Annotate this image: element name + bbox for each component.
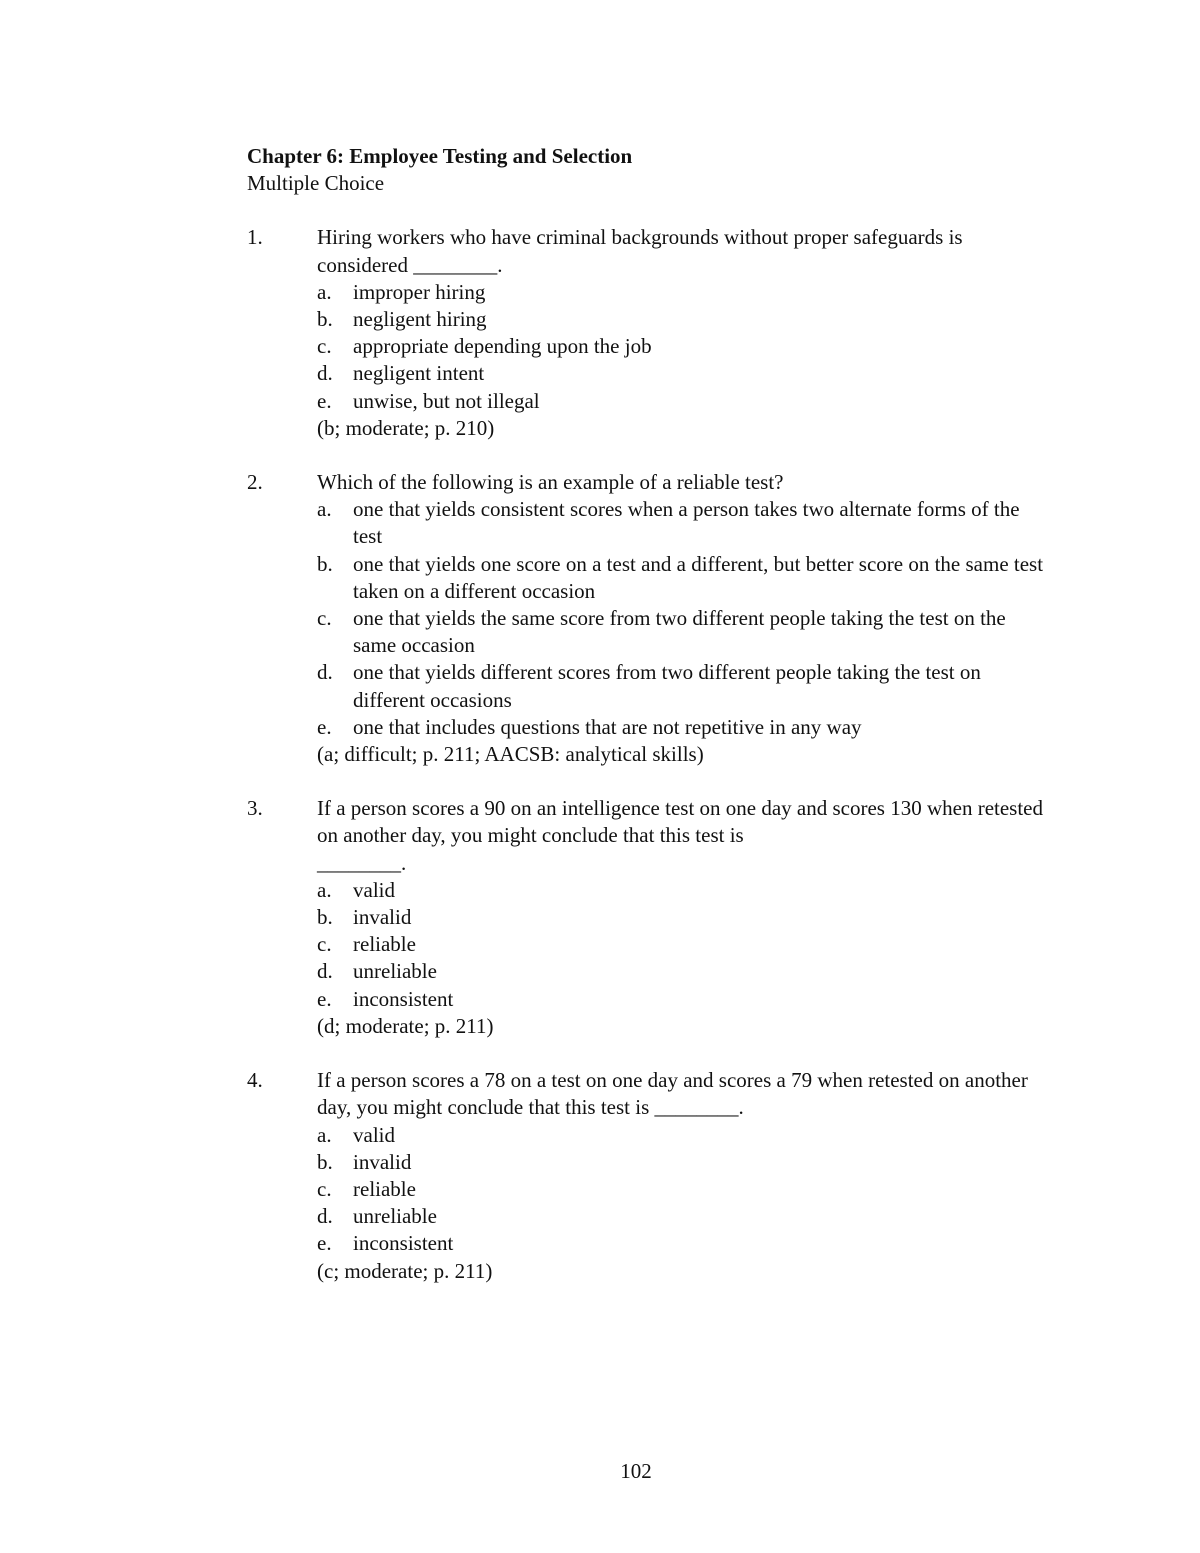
option-e bbox=[317, 714, 1047, 741]
question-3 bbox=[247, 795, 1047, 1040]
option-b bbox=[317, 306, 1047, 333]
option-letter: e. bbox=[317, 986, 332, 1011]
option-a bbox=[317, 1122, 1047, 1149]
option-c bbox=[317, 605, 1047, 659]
question-number: 3. bbox=[247, 796, 263, 821]
question-stem-blank: ________. bbox=[317, 850, 407, 875]
option-text: unreliable bbox=[353, 959, 437, 984]
option-letter: b. bbox=[317, 905, 333, 930]
option-d bbox=[317, 659, 1047, 713]
option-d bbox=[317, 360, 1047, 387]
option-letter: d. bbox=[317, 1204, 333, 1229]
option-text: one that yields different scores from two different people taking the test on different occasions bbox=[353, 660, 981, 712]
option-c bbox=[317, 931, 1047, 958]
answer-key: (d; moderate; p. 211) bbox=[317, 1013, 494, 1038]
option-letter: a. bbox=[317, 877, 332, 902]
option-letter: d. bbox=[317, 660, 333, 685]
question-body bbox=[317, 795, 1047, 1040]
option-letter: b. bbox=[317, 1149, 333, 1174]
option-letter: c. bbox=[317, 606, 332, 631]
option-text: appropriate depending upon the job bbox=[353, 334, 652, 359]
question-body bbox=[317, 1067, 1047, 1285]
option-a bbox=[317, 279, 1047, 306]
option-letter: a. bbox=[317, 1122, 332, 1147]
question-2 bbox=[247, 469, 1047, 768]
option-e bbox=[317, 1230, 1047, 1257]
question-number: 4. bbox=[247, 1068, 263, 1093]
option-letter: a. bbox=[317, 279, 332, 304]
option-text: valid bbox=[353, 1122, 395, 1147]
question-4 bbox=[247, 1067, 1047, 1285]
option-letter: e. bbox=[317, 1231, 332, 1256]
option-b bbox=[317, 904, 1047, 931]
option-letter: d. bbox=[317, 361, 333, 386]
question-stem: Which of the following is an example of a reliable test? bbox=[317, 470, 784, 495]
option-letter: b. bbox=[317, 307, 333, 332]
option-text: valid bbox=[353, 877, 395, 902]
option-text: negligent hiring bbox=[353, 307, 487, 332]
answer-key: (b; moderate; p. 210) bbox=[317, 415, 495, 440]
question-list bbox=[247, 224, 1047, 1284]
option-text: invalid bbox=[353, 1149, 412, 1174]
option-text: one that yields the same score from two different people taking the test on the same occasion bbox=[353, 606, 1006, 658]
option-text: one that yields one score on a test and a different, but better score on the same test taken on a different occasion bbox=[353, 551, 1044, 603]
option-d bbox=[317, 1203, 1047, 1230]
option-text: unreliable bbox=[353, 1204, 437, 1229]
option-c bbox=[317, 333, 1047, 360]
option-text: inconsistent bbox=[353, 986, 454, 1011]
option-d bbox=[317, 958, 1047, 985]
option-text: invalid bbox=[353, 905, 412, 930]
option-text: negligent intent bbox=[353, 361, 485, 386]
option-e bbox=[317, 986, 1047, 1013]
question-stem: If a person scores a 90 on an intelligence test on one day and scores 130 when retested on another day, you might conclude that this test is bbox=[317, 796, 1044, 848]
page-content bbox=[247, 143, 1047, 1312]
question-1 bbox=[247, 224, 1047, 442]
question-stem: Hiring workers who have criminal backgrounds without proper safeguards is considered ________. bbox=[317, 225, 963, 277]
option-text: reliable bbox=[353, 932, 416, 957]
option-text: reliable bbox=[353, 1176, 416, 1201]
option-letter: a. bbox=[317, 497, 332, 522]
option-b bbox=[317, 1149, 1047, 1176]
option-letter: c. bbox=[317, 1176, 332, 1201]
option-letter: e. bbox=[317, 714, 332, 739]
option-letter: b. bbox=[317, 551, 333, 576]
option-letter: e. bbox=[317, 388, 332, 413]
question-number: 2. bbox=[247, 470, 263, 495]
question-stem: If a person scores a 78 on a test on one day and scores a 79 when retested on another day, you might conclude that this test is ________. bbox=[317, 1068, 1028, 1120]
option-letter: c. bbox=[317, 334, 332, 359]
option-text: one that yields consistent scores when a person takes two alternate forms of the test bbox=[353, 497, 1020, 549]
answer-key: (c; moderate; p. 211) bbox=[317, 1258, 493, 1283]
option-letter: c. bbox=[317, 932, 332, 957]
option-e bbox=[317, 388, 1047, 415]
section-label: Multiple Choice bbox=[247, 171, 385, 196]
option-text: inconsistent bbox=[353, 1231, 454, 1256]
answer-key: (a; difficult; p. 211; AACSB: analytical skills) bbox=[317, 742, 704, 767]
option-a bbox=[317, 496, 1047, 550]
option-b bbox=[317, 551, 1047, 605]
option-a bbox=[317, 877, 1047, 904]
page-number: 102 bbox=[620, 1459, 652, 1483]
option-letter: d. bbox=[317, 959, 333, 984]
question-body bbox=[317, 469, 1047, 768]
question-number: 1. bbox=[247, 225, 263, 250]
option-text: improper hiring bbox=[353, 279, 486, 304]
chapter-title: Chapter 6: Employee Testing and Selection bbox=[247, 144, 633, 168]
option-c bbox=[317, 1176, 1047, 1203]
option-text: unwise, but not illegal bbox=[353, 388, 540, 413]
option-text: one that includes questions that are not repetitive in any way bbox=[353, 714, 862, 739]
question-body bbox=[317, 224, 1047, 442]
